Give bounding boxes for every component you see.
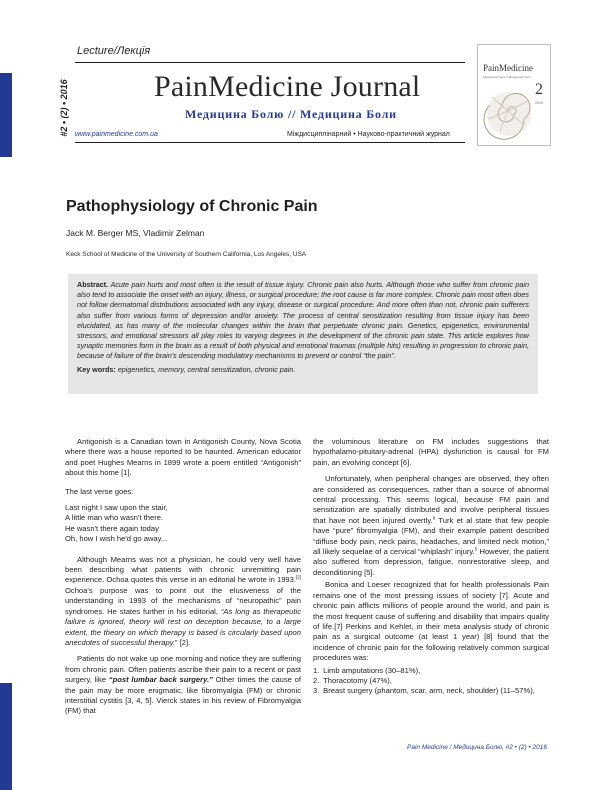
poem-line: He wasn't there again today: [65, 523, 159, 533]
journal-cover-thumbnail: [477, 44, 551, 146]
citation-ref: [2]: [295, 574, 301, 580]
cover-title: PainMedicine: [483, 63, 533, 73]
emphasis: “post lumbar back surgery.”: [108, 675, 213, 685]
list-item: 3. Breast surgery (phantom, scar, arm, neck, shoulder) (11–57%),: [313, 686, 535, 696]
journal-subtitle: Медицина Болю // Медицина Боли: [185, 107, 397, 121]
abstract-text: Acute pain hurts and most often is the result of tissue injury. Chronic pain also hurts. Although those who suffer from chronic pain also tend to associate the onset with an injury, illness, or surgical procedure; the root cause is far more complex. Chronic pain most often does not follow dermatomal distributions associated with any injury, disease or surgical procedure. And more often than not, chronic pain sufferers also suffer from various forms of depression and/or anxiety. The process of central sensitization resulting from tissue injury has been elucidated, as has many of the molecular changes within the brain that perpetuate chronic pain. Genetics, epigenetics, environmental stressors, and emotional stressors all play roles to varying degrees in the development of the chronic pain state. This article explores how synaptic memories form in the brain as a result of both physical and emotional traumas (multiple hits) resulting in progression to chronic pain, because of failure of the brain's descending modulatory mechanisms to prevent or control “the pain”.: [77, 280, 529, 361]
body-column-right: [313, 437, 549, 697]
journal-url[interactable]: www.painmedicine.com.ua: [75, 131, 158, 138]
citation-ref: 6: [432, 515, 436, 521]
abstract-label: Abstract.: [77, 280, 109, 289]
section-label: Lecture/Лекція: [77, 45, 151, 57]
citation-ref: 5: [474, 546, 478, 552]
article-authors: Jack M. Berger MS, Vladimir Zelman: [66, 228, 205, 238]
body-column-left: [65, 437, 301, 719]
paragraph: Patients do not wake up one morning and notice they are suffering from chronic pain. Often patients ascribe their pain to a recent or past surgery, like “post lumbar back surgery.” Other times the cause of the pain may be more enigmatic, like fibromyalgia (FM) or chronic interstitial cystitis [3, 4, 5]. Vierck states in his review of Fibromyalgia (FM) that: [65, 654, 301, 716]
poem-block: [65, 487, 301, 545]
poem-line: Oh, how I wish he'd go away...: [65, 534, 168, 544]
keywords-line: [77, 365, 529, 375]
paragraph: the voluminous literature on FM includes suggestions that hypothalamo-pituitary-adrenal (HPA) dysfunction is causal for FM pain, an evolving concept [6].: [313, 437, 549, 467]
sidebar-accent-top: [0, 73, 12, 157]
cover-issue-number: 2: [535, 81, 543, 98]
page-footer: Pain Medicine / Медицина Болю, #2 • (2) • 2016: [407, 744, 548, 751]
paragraph: Although Mearns was not a physician, he could very well have been describing what patients with chronic unremitting pain experience. Ochoa quotes this verse in an editorial he wrote in 1993.[2] Ochoa's purpose was to point out the elusiveness of the understanding in 1993 of the mechanisms of “neuropathic” pain syndromes. He states further in his editorial, “As long as therapeutic failure is ignored, theory will rest on deception because, to a large extent, the theory on which therapy is based is circularly based upon anecdotes of successful therapy.” [2].: [65, 554, 301, 647]
keywords-text: epigenetics, memory, central sensitization, chronic pain.: [117, 364, 296, 374]
journal-tagline: Міждисциплінарний • Науково-практичний журнал: [287, 131, 450, 138]
journal-title: PainMedicine Journal: [154, 70, 421, 103]
article-affiliation: Keck School of Medicine of the University of Southern California, Los Angeles, USA: [66, 251, 307, 258]
poem-intro: The last verse goes:: [65, 486, 134, 496]
list-item: 2. Thoracotomy (47%),: [313, 675, 392, 685]
header-divider: [75, 142, 465, 143]
article-title: Pathophysiology of Chronic Pain: [66, 198, 318, 215]
sidebar-accent-bottom: [0, 683, 12, 790]
paragraph: Unfortunately, when peripheral changes are observed, they often are considered as consequences, rather than a source of abnormal central processing. This seems logical, because FM pain and sensitization are spatially distributed and involve peripheral tissues that have not been injured overtly.$^6$ Turk et al state that few people have “pure” fibromyalgia (FM), and their example patient described “diffuse body pain, neck pains, headaches, and limited neck motion,” all likely sequelae of a cervical “whiplash” injury.$^5$ However, the patient also suffered from depression, fatigue, nonrestorative sleep, and deconditioning [5].: [313, 474, 549, 577]
keywords-label: Key words:: [77, 364, 116, 374]
paragraph: Bonica and Loeser recognized that for health professionals Pain remains one of the most pressing issues of society [7]. Acute and chronic pain afflicts millions of people around the world, and pain is the most frequent cause of suffering and disability that impairs quality of life.[7] Perkins and Kehlet, in their meta analysis study of chronic pain as a surgical outcome (at least 1 year) [8] found that the incidence of chronic pain for the following relatively common surgical procedures was:: [313, 580, 549, 663]
issue-number-vertical: #2 • (2) • 2016: [59, 79, 69, 137]
list-item: 1. Limb amputations (30–81%),: [313, 665, 421, 675]
paragraph: Antigonish is a Canadian town in Antigonish County, Nova Scotia where there was a house reported to be haunted. American educator and poet Hughes Mearns in 1899 wrote a poem entitled “Antigonish” about this home [1].: [65, 437, 301, 478]
abstract-box: [68, 274, 538, 394]
section-divider: [75, 62, 465, 63]
cover-year: 2016: [535, 101, 543, 105]
procedure-list: [313, 666, 549, 697]
cover-subtitle: Медицина болю // Медицина боли: [483, 75, 531, 79]
poem-line: A little man who wasn't there.: [65, 513, 164, 523]
poem-line: Last night I saw upon the stair,: [65, 503, 168, 513]
quote: “As long as therapeutic failure is ignored, theory will rest on deception because, to a large extent, the theory on which therapy is based is circularly based upon anecdotes of successful therapy.: [65, 606, 301, 647]
